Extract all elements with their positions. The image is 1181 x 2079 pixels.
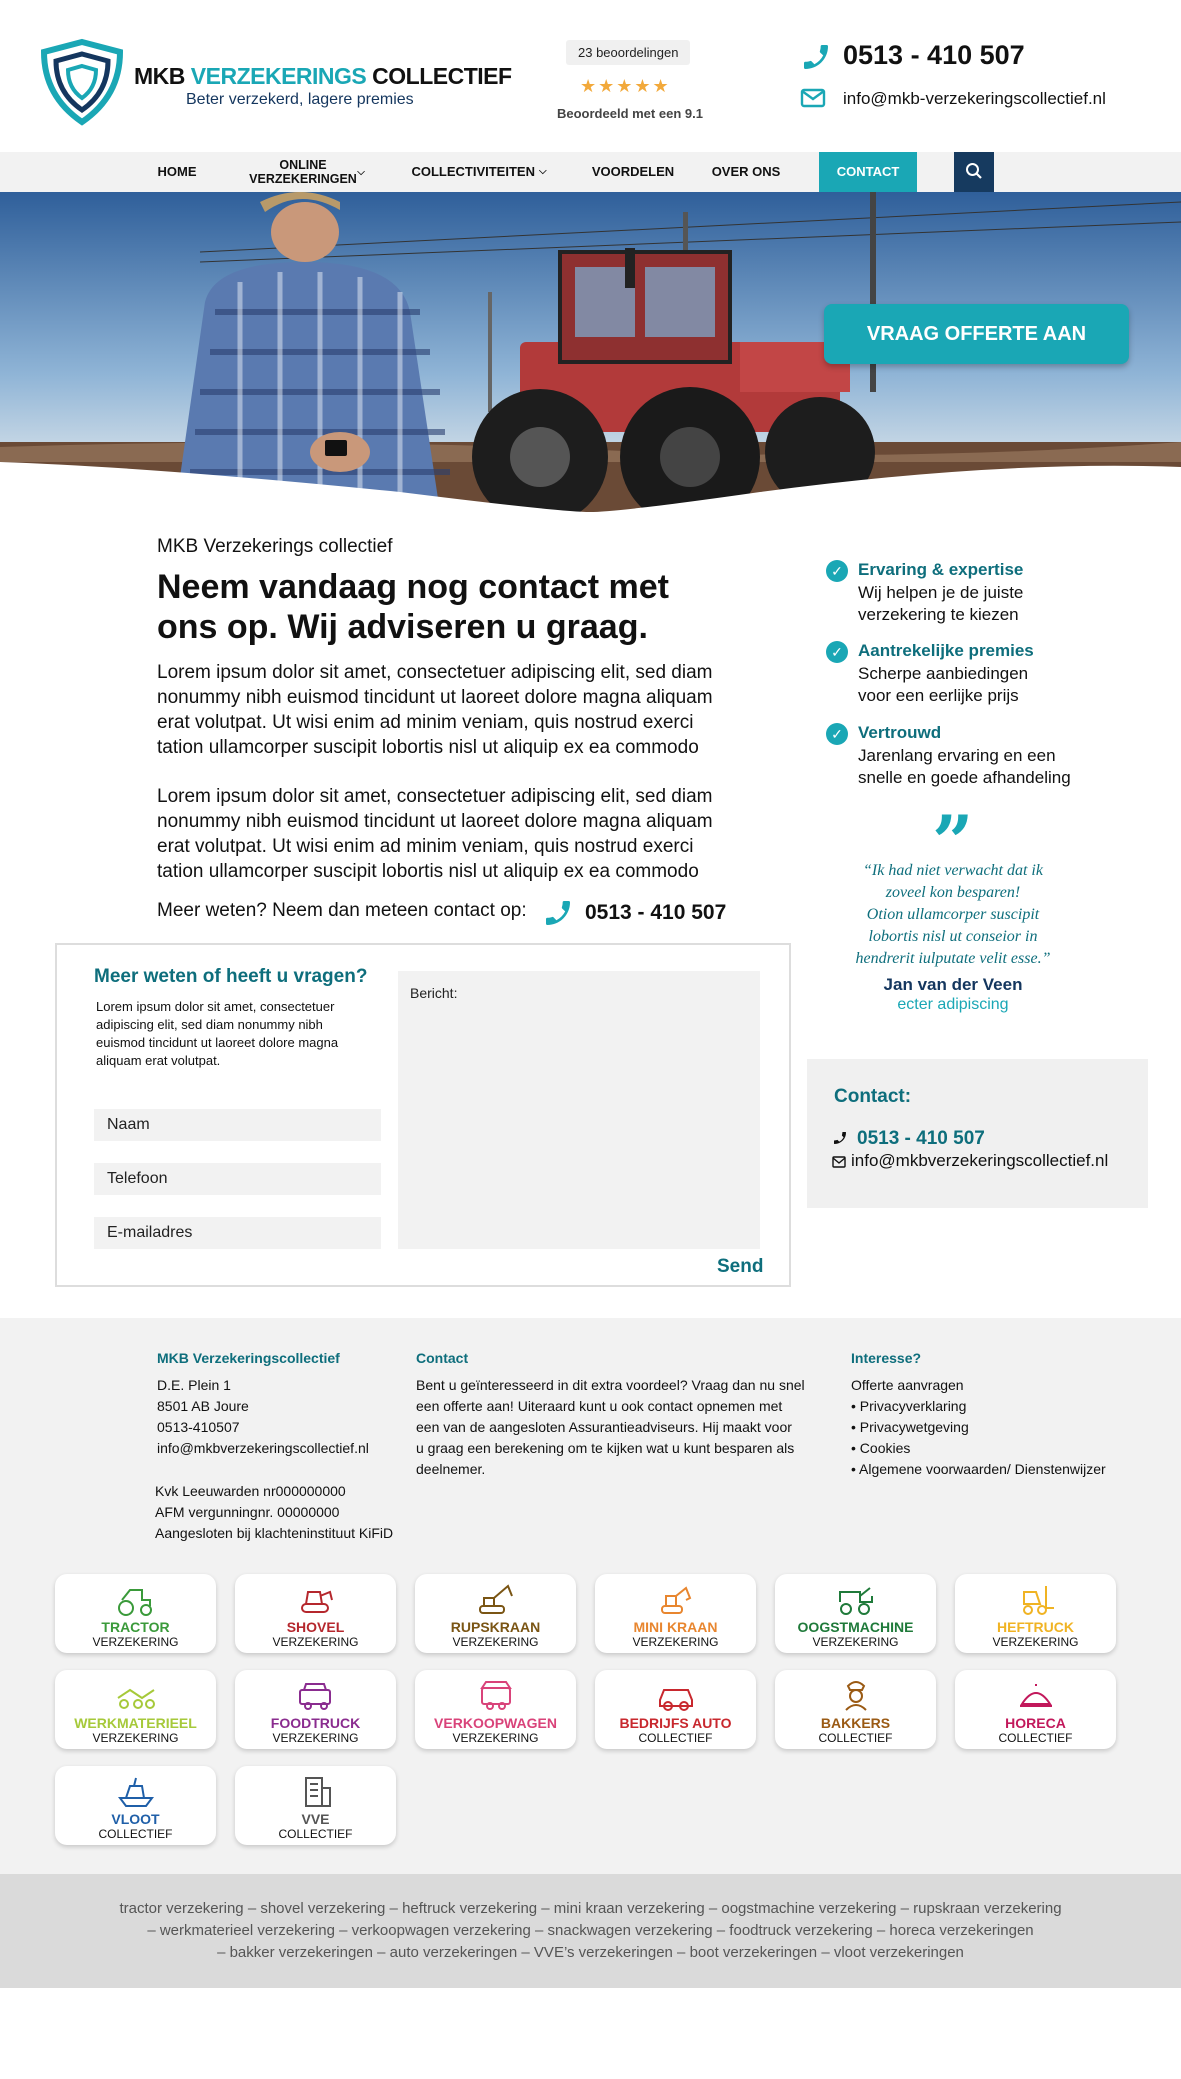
crawler-crane-icon [415,1582,576,1616]
tile-title: SHOVEL [286,1619,345,1635]
tile-subtitle: VERZEKERING [92,1731,179,1745]
footer-links [851,1375,1106,1480]
footer-col2-title: Contact [416,1350,469,1366]
contact-box-email[interactable]: info@mkbverzekeringscollectief.nl [851,1151,1109,1170]
intro-contact-phone[interactable]: 0513 - 410 507 [585,901,727,924]
tile-subtitle: COLLECTIEF [278,1827,353,1841]
keyword-text [0,1898,1181,1964]
phone-icon [800,41,832,73]
benefit-line: Wij helpen je de juiste [858,583,1024,602]
nav-contact[interactable]: CONTACT [819,152,917,192]
foodtruck-icon [235,1678,396,1712]
chevron-down-icon: ⌵ [538,166,547,177]
mini-excavator-icon [595,1582,756,1616]
product-tile-rupskraan[interactable] [415,1574,576,1653]
tile-title: HORECA [1005,1715,1066,1731]
footer-link-terms[interactable]: • Algemene voorwaarden/ Dienstenwijzer [851,1461,1106,1477]
intro-title-line-2: ons op. Wij adviseren u graag. [157,608,648,646]
nav-home[interactable]: HOME [157,164,197,179]
form-text-line: adipiscing elit, sed diam nonummy nibh [96,1017,323,1032]
logo-wordmark[interactable] [134,63,512,90]
product-tile-werkmaterieel[interactable] [55,1670,216,1749]
paragraph-line: Lorem ipsum dolor sit amet, consectetuer adipiscing elit, sed diam [157,786,713,807]
product-tile-bakkers[interactable] [775,1670,936,1749]
baker-icon [775,1678,936,1712]
tractor-icon [55,1582,216,1616]
footer-registrations [155,1481,393,1544]
quote-line: “Ik had niet verwacht dat ik [863,862,1043,879]
footer-col3-title: Interesse? [851,1350,922,1366]
tile-subtitle: VERZEKERING [812,1635,899,1649]
checkmark-icon: ✓ [826,560,848,582]
checkmark-icon: ✓ [826,641,848,663]
tile-title: BAKKERS [820,1715,891,1731]
intro-eyebrow: MKB Verzekerings collectief [157,536,393,557]
tile-subtitle: VERZEKERING [92,1635,179,1649]
intro-paragraph-1 [157,660,713,760]
ship-icon [55,1774,216,1808]
forklift-icon [955,1582,1116,1616]
request-quote-button[interactable]: VRAAG OFFERTE AAN [824,304,1129,364]
footer-link-privacy-law[interactable]: • Privacywetgeving [851,1419,969,1435]
checkmark-icon: ✓ [826,723,848,745]
tile-title: BEDRIJFS AUTO [619,1715,732,1731]
tile-subtitle: COLLECTIEF [818,1731,893,1745]
tile-title: VLOOT [111,1811,160,1827]
footer-line: deelnemer. [416,1461,486,1477]
footer-line: 8501 AB Joure [157,1398,249,1414]
intro-title [157,567,669,647]
footer-line: AFM vergunningnr. 00000000 [155,1504,340,1520]
harvester-icon [775,1582,936,1616]
nav-over-ons[interactable]: OVER ONS [711,164,781,179]
testimonial-quote [808,860,1098,970]
footer-line: een van de aangesloten Assurantieadviseurs. Hij maakt voor [416,1419,792,1435]
product-tile-tractor[interactable] [55,1574,216,1653]
building-icon [235,1774,396,1808]
header-phone[interactable]: 0513 - 410 507 [843,40,1025,70]
benefit-line: voor een eerlijke prijs [858,686,1019,705]
nav-voordelen[interactable]: VOORDELEN [591,164,675,179]
tile-title: VERKOOPWAGEN [434,1715,557,1731]
footer-line[interactable]: info@mkbverzekeringscollectief.nl [157,1440,369,1456]
footer-line: D.E. Plein 1 [157,1377,231,1393]
paragraph-line: erat volutpat. Ut wisi enim ad minim veniam, quis nostrud exerci [157,712,694,733]
footer-address [157,1375,369,1459]
footer-link-privacy[interactable]: • Privacyverklaring [851,1398,967,1414]
nav-online-verzekeringen-label: ONLINE VERZEKERINGEN [249,158,357,186]
tile-subtitle: VERZEKERING [272,1731,359,1745]
tile-subtitle: VERZEKERING [272,1635,359,1649]
product-tile-vloot[interactable] [55,1766,216,1845]
product-tile-foodtruck[interactable] [235,1670,396,1749]
benefit-line: snelle en goede afhandeling [858,768,1071,787]
rating-text: Beoordeeld met een 9.1 [557,106,703,121]
benefit-title: Ervaring & expertise [858,560,1024,579]
product-tile-oogstmachine[interactable] [775,1574,936,1653]
benefit-title: Aantrekelijke premies [858,641,1034,660]
tile-title: HEFTRUCK [997,1619,1074,1635]
footer-link-cookies[interactable]: • Cookies [851,1440,911,1456]
tile-subtitle: COLLECTIEF [98,1827,173,1841]
contact-box [807,1059,1148,1208]
footer-col1-title: MKB Verzekeringscollectief [157,1350,340,1366]
main-nav [0,152,1181,192]
footer-line[interactable]: 0513-410507 [157,1419,240,1435]
cloche-icon [955,1678,1116,1712]
product-tile-bedrijfs-auto[interactable] [595,1670,756,1749]
send-button[interactable]: Send [717,1256,764,1277]
paragraph-line: tation ullamcorper suscipit lobortis nisl ut aliquip ex ea commodo [157,861,699,882]
quote-line: hendrerit iulputate velit esse.” [855,950,1051,967]
chevron-down-icon: ⌵ [357,167,365,178]
tile-title: WERKMATERIEEL [74,1715,197,1731]
tile-subtitle: COLLECTIEF [998,1731,1073,1745]
email-icon [832,1155,846,1167]
quote-line: lobortis nisl ut conseior in [868,928,1038,945]
product-tile-horeca[interactable] [955,1670,1116,1749]
footer-line: Bent u geïnteresseerd in dit extra voordeel? Vraag dan nu snel [416,1377,805,1393]
product-tile-mini-kraan[interactable] [595,1574,756,1653]
contact-box-phone[interactable]: 0513 - 410 507 [857,1128,985,1149]
search-button[interactable] [954,152,994,192]
phone-icon [832,1130,848,1146]
header-email[interactable]: info@mkb-verzekeringscollectief.nl [843,89,1106,108]
form-title: Meer weten of heeft u vragen? [94,966,368,987]
site-header [0,0,1181,152]
product-tile-vve[interactable] [235,1766,396,1845]
tile-subtitle: COLLECTIEF [638,1731,713,1745]
name-field[interactable]: Naam [94,1109,381,1141]
quote-line: Otion ullamcorper suscipit [866,906,1040,923]
footer-line: Kvk Leeuwarden nr000000000 [155,1483,346,1499]
seo-keyword-bar [0,1874,1181,1988]
search-icon [965,162,983,183]
rating-stars: ★★★★★ [580,76,671,96]
form-intro-text [96,998,338,1070]
benefit-line: Scherpe aanbiedingen [858,664,1029,683]
tile-subtitle: VERZEKERING [632,1635,719,1649]
email-icon [800,88,826,108]
tile-title: FOODTRUCK [270,1715,361,1731]
tile-subtitle: VERZEKERING [452,1635,539,1649]
tile-title: MINI KRAAN [633,1619,718,1635]
paragraph-line: nonummy nibh euismod tincidunt ut laoreet dolore magna aliquam [157,687,713,708]
quote-line: zoveel kon besparen! [885,884,1021,901]
review-count-badge[interactable]: 23 beoordelingen [566,40,690,65]
email-field[interactable]: E-mailadres [94,1217,381,1249]
logo-shield-icon[interactable] [40,38,124,126]
benefit-text [858,663,1028,707]
phone-field[interactable]: Telefoon [94,1163,381,1195]
footer-line: u graag een berekening om te kijken wat u kunt besparen als [416,1440,795,1456]
benefit-text [858,745,1071,789]
tile-title: OOGSTMACHINE [797,1619,914,1635]
benefit-line: verzekering te kiezen [858,605,1019,624]
form-text-line: aliquam erat volutpat. [96,1053,221,1068]
sales-wagon-icon [415,1678,576,1712]
contact-box-title: Contact: [834,1086,912,1107]
testimonial-role: ecter adipiscing [897,996,1009,1013]
tile-title: VVE [301,1811,330,1827]
footer-contact-text [416,1375,805,1480]
intro-paragraph-2 [157,784,713,884]
quote-icon: ” [932,799,974,884]
form-text-line: Lorem ipsum dolor sit amet, consectetuer [96,999,335,1014]
tile-subtitle: VERZEKERING [452,1731,539,1745]
footer-link-quote[interactable]: Offerte aanvragen [851,1377,964,1393]
shovel-icon [235,1582,396,1616]
car-icon [595,1678,756,1712]
footer [0,1318,1181,1874]
machinery-icon [55,1678,216,1712]
product-tile-heftruck[interactable] [955,1574,1116,1653]
nav-online-verzekeringen[interactable] [242,152,364,192]
paragraph-line: erat volutpat. Ut wisi enim ad minim veniam, quis nostrud exerci [157,836,694,857]
contact-form [55,943,791,1287]
nav-collectiviteiten[interactable] [408,152,550,192]
keyword-line: – bakker verzekeringen – auto verzekeringen – VVE’s verzekeringen – boot verzekeringen – vloot verzekeringen [217,1944,964,1961]
footer-line: een offerte aan! Uiteraard kunt u ook contact opnemen met [416,1398,783,1414]
tile-subtitle: VERZEKERING [992,1635,1079,1649]
product-tile-verkoopwagen[interactable] [415,1670,576,1749]
logo-part-1: MKB [134,63,191,89]
benefit-text [858,582,1023,626]
benefit-line: Jarenlang ervaring en een [858,746,1056,765]
keyword-line: tractor verzekering – shovel verzekering – heftruck verzekering – mini kraan verzekering – oogstmachine verzekering – rupskraan verzekering [119,1900,1062,1917]
contact-prompt: Meer weten? Neem dan meteen contact op: [157,900,527,921]
nav-collectiviteiten-label: COLLECTIVITEITEN [411,164,535,179]
paragraph-line: tation ullamcorper suscipit lobortis nisl ut aliquip ex ea commodo [157,737,699,758]
tile-title: RUPSKRAAN [450,1619,541,1635]
intro-title-line-1: Neem vandaag nog contact met [157,568,670,606]
logo-part-2: VERZEKERINGS [190,63,367,89]
message-field[interactable]: Bericht: [398,971,760,1249]
benefit-title: Vertrouwd [858,723,942,742]
footer-line: Aangesloten bij klachteninstituut KiFiD [155,1525,394,1541]
testimonial-name: Jan van der Veen [883,975,1023,994]
phone-icon [542,897,574,929]
logo-part-3: COLLECTIEF [366,63,512,89]
keyword-line: – werkmaterieel verzekering – verkoopwagen verzekering – snackwagen verzekering – foodtruck verzekering – horeca verzekeringen [147,1922,1034,1939]
tile-title: TRACTOR [101,1619,170,1635]
paragraph-line: nonummy nibh euismod tincidunt ut laoreet dolore magna aliquam [157,811,713,832]
form-text-line: euismod tincidunt ut laoreet dolore magna [96,1035,339,1050]
logo-tagline: Beter verzekerd, lagere premies [186,91,414,108]
paragraph-line: Lorem ipsum dolor sit amet, consectetuer adipiscing elit, sed diam [157,662,713,683]
product-tile-shovel[interactable] [235,1574,396,1653]
